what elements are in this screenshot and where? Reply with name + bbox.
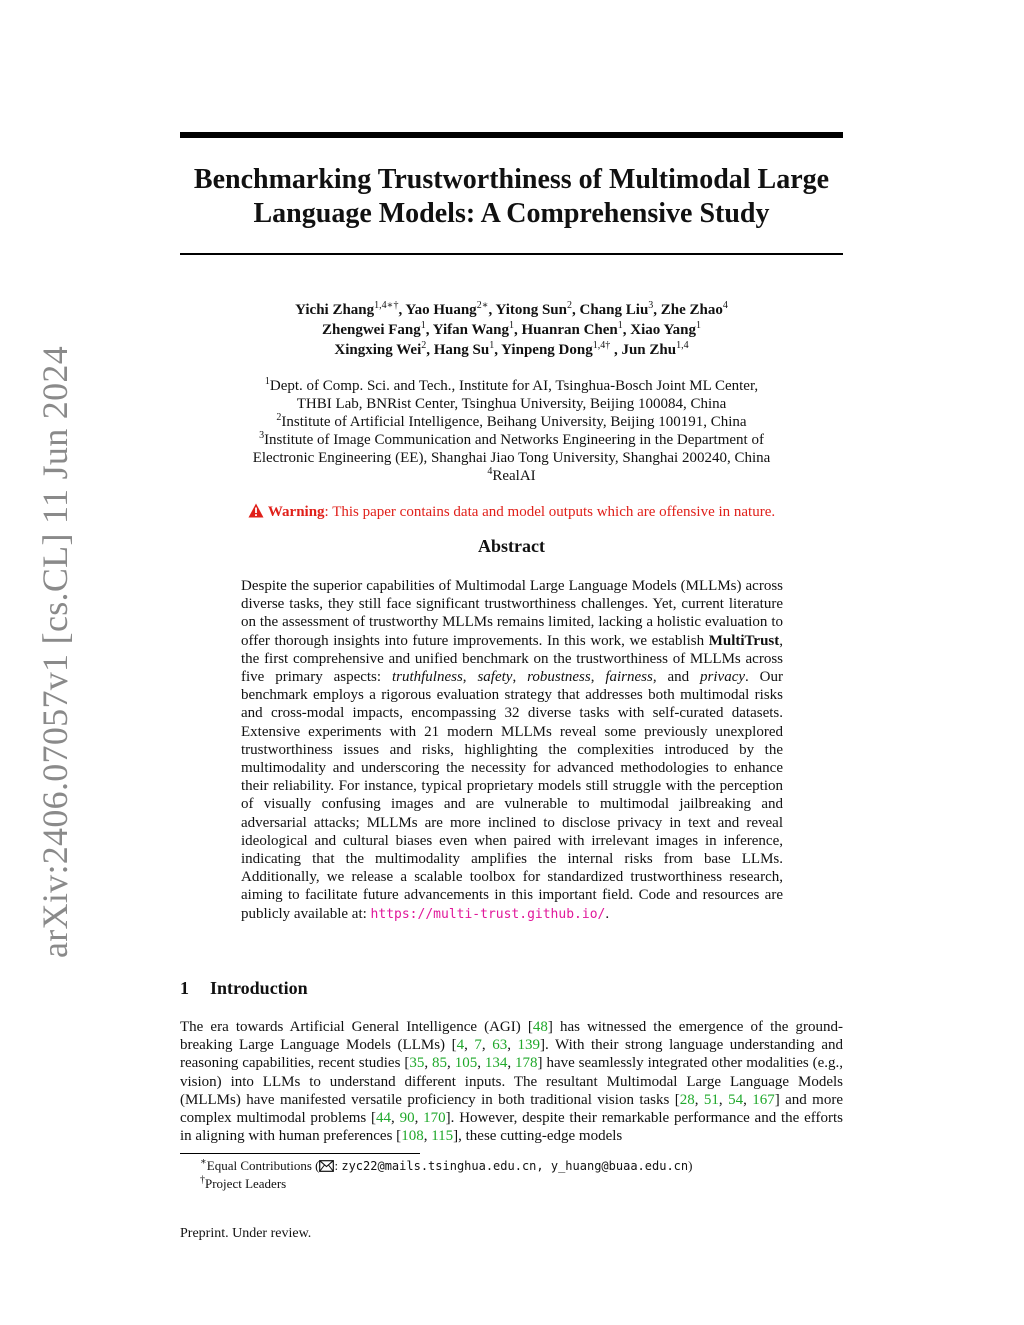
citation-link[interactable]: 35 [409,1055,425,1072]
warning-text: : This paper contains data and model outputs which are offensive in nature. [324,504,776,520]
separator: , [590,669,606,686]
intro-text: , [743,1091,753,1108]
citation-link[interactable]: 90 [399,1110,415,1127]
intro-text: , [481,1037,493,1054]
title-line-2: Language Models: A Comprehensive Study [253,198,770,229]
citation-link[interactable]: 170 [423,1110,446,1127]
separator: , [512,669,528,686]
affiliation-2 [180,413,843,431]
arxiv-identifier-text: arXiv:2406.07057v1 [cs.CL] 11 Jun 2024 [35,345,76,959]
affiliation-number: 3 [259,430,265,441]
author-name: Yao Huang [405,302,477,318]
intro-text: , [477,1055,485,1072]
author-name: Xingxing Wei [334,342,422,358]
separator: . [605,905,610,922]
separator: , [462,669,478,686]
intro-text: , [464,1037,475,1054]
citation-link[interactable]: 48 [532,1019,548,1035]
intro-text: , [718,1091,729,1108]
author-affiliation: 1 [509,320,514,331]
separator: , and [652,669,701,686]
arxiv-identifier-stamp [35,345,76,959]
footnote-rule [180,1153,420,1154]
author-affiliation: 3 [648,300,654,311]
author-name: Zhengwei Fang [322,322,421,338]
citation-link[interactable]: 7 [474,1037,482,1054]
citation-link[interactable]: 134 [484,1055,508,1072]
aspect-truthfulness: truthfulness [391,669,463,686]
intro-text: , [424,1055,433,1072]
author-affiliation: 1 [489,340,495,351]
project-url-link[interactable]: https://multi-trust.github.io/ [370,906,606,922]
abstract-body [241,577,783,924]
affiliation-text: Electronic Engineering (EE), Shanghai Jiao Tong University, Shanghai 200240, China [252,450,771,466]
contact-emails[interactable]: zyc22@mails.tsinghua.edu.cn, y_huang@buaa.edu.cn [341,1159,689,1173]
footnote-text: Project Leaders [205,1176,287,1191]
abstract-text: , the first comprehensive and unified benchmark on the trustworthiness of MLLMs across five primary aspects: [241,632,783,686]
intro-text: , [694,1091,704,1108]
intro-text: ]. However, despite their remarkable performance and the efforts in aligning with human preferences [ [180,1110,844,1145]
intro-text: , [423,1128,432,1145]
citation-link[interactable]: 51 [703,1091,719,1108]
citation-link[interactable]: 105 [454,1055,478,1072]
section-number: 1 [180,978,189,998]
benchmark-name: MultiTrust [708,632,780,649]
author-name: Zhe Zhao [660,302,723,318]
author-line-3: Xingxing Wei$^2$, Hang Su$^1$, Yinpeng Dong$^{1,4\dagger}$ , Jun Zhu$^{1,4}$ [334,340,689,358]
title-bottom-rule [180,253,843,255]
aspect-fairness: fairness [605,669,653,686]
author-name: Jun Zhu [621,342,677,358]
author-name: Yinpeng Dong [501,342,593,358]
author-name: Hang Su [433,342,490,358]
affiliation-3 [180,431,843,467]
author-line-1: Yichi Zhang$^{1,4∗\dagger}$, Yao Huang$^{2∗}$, Yitong Sun$^2$, Chang Liu$^3$, Zhe Zhao$^4$ [295,300,728,318]
intro-text: , [414,1110,424,1127]
abstract-text: Despite the superior capabilities of Multimodal Large Language Models (MLLMs) across diverse tasks, they still face significant trustworthiness challenges. Yet, current literature on the assessment of trustworthy MLLMs remains limited, lacking a holistic evaluation to offer thorough insights into future improvements. In this work, we establish [241,578,783,649]
citation-link[interactable]: 115 [431,1128,454,1145]
author-affiliation: 2∗ [476,300,489,311]
author-affiliation: 1 [420,320,426,331]
footnote-project-leaders [200,1175,840,1193]
citation-link[interactable]: 44 [376,1110,392,1127]
paper-title [180,163,843,231]
section-heading-introduction [180,977,308,999]
author-affiliation: 4 [722,300,728,311]
affiliation-number: 1 [264,376,270,387]
footnote-mark: † [200,1174,205,1186]
affiliation-list [180,377,843,485]
title-top-rule [180,132,843,138]
citation-link[interactable]: 139 [517,1037,541,1054]
footnote-text: : [334,1158,342,1173]
aspect-robustness: robustness [527,669,591,686]
citation-link[interactable]: 28 [679,1091,695,1108]
intro-text: ] has witnessed the emergence of the ground-breaking Large Language Models (LLMs) [ [180,1019,843,1054]
footnote-text: ) [688,1158,693,1173]
author-name: Yifan Wang [432,322,509,338]
footnotes [200,1157,840,1193]
footnote-mark: ∗ [200,1156,207,1168]
intro-text: ] and more complex multimodal problems [ [180,1091,843,1127]
intro-text: ] have seamlessly integrated other modalities (e.g., vision) into LLMs to understand different inputs. The resultant Multimodal Large Language Models (MLLMs) have manifested versatile proficiency in both traditional vision tasks [ [180,1055,844,1108]
author-name: Chang Liu [579,302,649,318]
author-name: Xiao Yang [630,322,696,338]
title-line-1: Benchmarking Trustworthiness of Multimodal Large [193,164,830,195]
intro-text: ], these cutting-edge models [453,1128,623,1145]
intro-text: , [391,1110,400,1127]
author-list [180,300,843,360]
content-warning [180,503,843,521]
affiliation-text: THBI Lab, BNRist Center, Tsinghua University, Beijing 100084, China [296,396,727,412]
citation-link[interactable]: 4 [456,1037,465,1054]
author-line-2: Zhengwei Fang$^1$, Yifan Wang$^1$, Huanran Chen$^1$, Xiao Yang$^1$ [322,320,701,338]
intro-text: , [447,1055,455,1072]
affiliation-4 [180,467,843,485]
citation-link[interactable]: 63 [492,1037,508,1054]
introduction-body [180,1018,843,1145]
section-title: Introduction [210,978,308,998]
author-affiliation: 2 [567,300,572,311]
affiliation-text: Institute of Artificial Intelligence, Beihang University, Beijing 100191, China [281,414,747,430]
intro-text: The era towards Artificial General Intelligence (AGI) [ [180,1019,533,1035]
author-affiliation: 1 [696,320,701,331]
abstract-text: . Our benchmark employs a rigorous evaluation strategy that addresses both multimodal risks and cross-modal impacts, encompassing 32 diverse tasks with self-curated datasets. Extensive experiments with 21 modern MLLMs reveal some previously unexplored trustworthiness issues and risks, highlighting the complexities introduced by the multimodality and underscoring the necessity for advanced methodologies to enhance their reliability. For instance, typical proprietary models still struggle with the perception of visually confusing images and are vulnerable to multimodal jailbreaking and adversarial attacks; MLLMs are more inclined to disclose privacy in text and reveal ideological and cultural biases even when paired with irrelevant images in inference, indicating that the multimodality amplifies the internal risks from base LLMs. Additionally, we release a scalable toolbox for standardized trustworthiness research, aiming to facilitate future advancements in this important field. Code and resources are publicly available at: [241,669,783,922]
warning-triangle-icon [248,503,264,518]
affiliation-text: RealAI [492,468,536,484]
citation-link[interactable]: 85 [432,1055,448,1072]
author-affiliation: 1,4∗† [374,300,399,311]
affiliation-number: 4 [487,466,493,477]
affiliation-text: Institute of Image Communication and Networks Engineering in the Department of [264,432,764,448]
author-name: Huanran Chen [521,322,618,338]
citation-link[interactable]: 54 [728,1091,744,1108]
author-affiliation: 1,4† [592,340,611,351]
author-affiliation: 1,4 [676,340,689,351]
affiliation-1 [180,377,843,413]
affiliation-number: 2 [276,412,282,423]
author-affiliation: 1 [617,320,623,331]
footnote-equal-contribution [200,1157,840,1175]
author-name: Yichi Zhang [295,302,375,318]
intro-text: , [507,1037,518,1054]
citation-link[interactable]: 167 [752,1091,775,1108]
citation-link[interactable]: 108 [401,1128,424,1145]
citation-link[interactable]: 178 [515,1055,538,1072]
warning-label: Warning [267,504,325,520]
envelope-icon [319,1160,334,1172]
footnote-text: Equal Contributions ( [206,1158,320,1173]
author-affiliation: 2 [421,340,427,351]
intro-text: , [507,1055,516,1072]
preprint-notice: Preprint. Under review. [180,1226,312,1241]
abstract-heading: Abstract [478,536,545,556]
aspect-privacy: privacy [700,669,746,686]
aspect-safety: safety [477,669,513,686]
intro-text: ]. With their strong language understanding and reasoning capabilities, recent studies [ [180,1037,844,1072]
affiliation-text: Dept. of Comp. Sci. and Tech., Institute for AI, Tsinghua-Bosch Joint ML Center, [269,378,759,394]
author-name: Yitong Sun [495,302,567,318]
